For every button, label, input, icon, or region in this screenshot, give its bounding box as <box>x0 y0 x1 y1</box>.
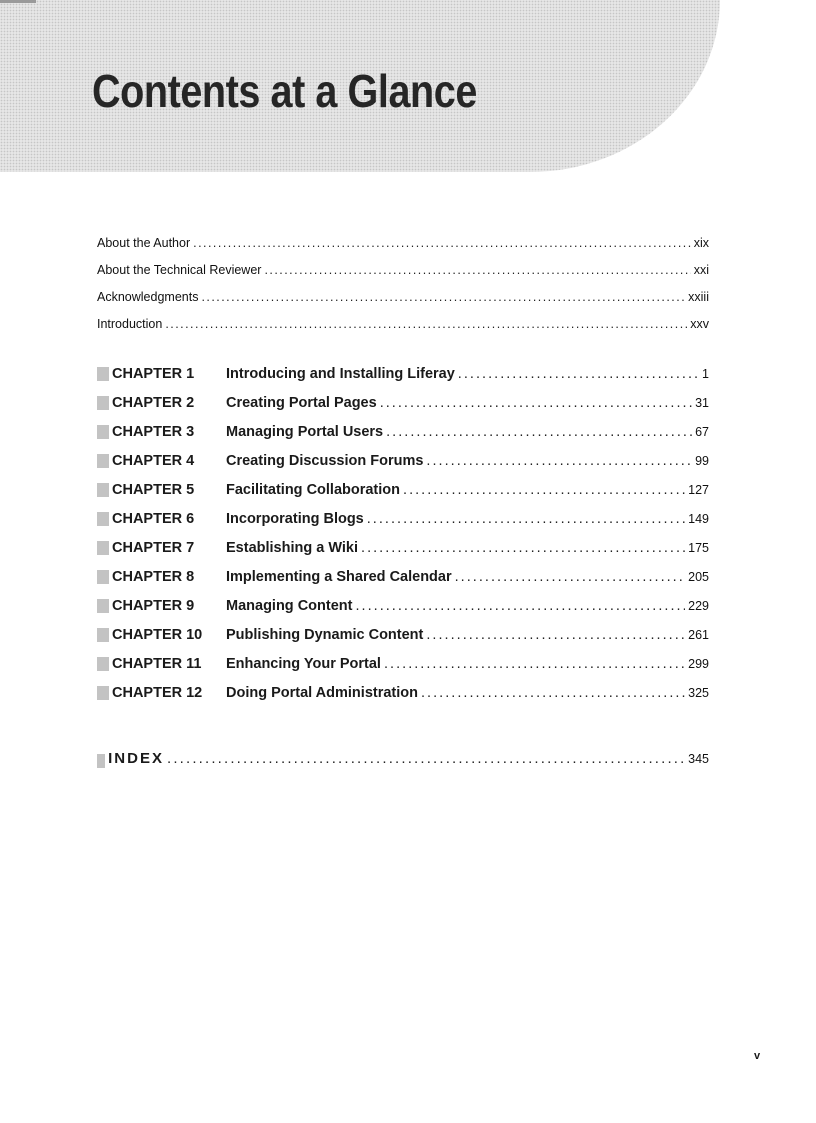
toc-index-entry[interactable] <box>97 750 709 772</box>
chapter-title: Implementing a Shared Calendar <box>226 569 452 585</box>
chapter-label: CHAPTER 12 <box>112 685 203 701</box>
chapter-badge <box>97 685 226 701</box>
chapter-title: Introducing and Installing Liferay <box>226 366 455 382</box>
dot-leader <box>426 453 692 469</box>
chapter-shade-marker <box>97 512 109 526</box>
toc-entry-about-reviewer[interactable] <box>97 263 709 281</box>
dot-leader <box>458 366 699 382</box>
chapter-badge <box>97 424 226 440</box>
dot-leader <box>421 685 685 701</box>
chapter-label: CHAPTER 8 <box>112 569 195 585</box>
page-folio: v <box>754 1050 761 1062</box>
chapter-badge <box>97 540 226 556</box>
toc-page-number: 1 <box>702 367 709 381</box>
chapter-title: Establishing a Wiki <box>226 540 359 556</box>
toc-page-number: 299 <box>688 657 709 671</box>
chapter-title: Managing Content <box>226 598 353 614</box>
dot-leader <box>167 750 685 767</box>
toc-chapter-4[interactable] <box>97 453 709 475</box>
toc-entry-introduction[interactable] <box>97 317 709 335</box>
chapter-title: Publishing Dynamic Content <box>226 627 424 643</box>
chapter-shade-marker <box>97 396 109 410</box>
toc-page-number: xix <box>693 236 709 250</box>
toc-chapter-1[interactable] <box>97 366 709 388</box>
toc-page-number: 127 <box>688 483 709 497</box>
toc-page-number: xxv <box>690 317 709 331</box>
toc-page-number: 205 <box>688 570 709 584</box>
chapter-shade-marker <box>97 657 109 671</box>
chapter-label: CHAPTER 3 <box>112 424 195 440</box>
chapter-title: Doing Portal Administration <box>226 685 418 701</box>
dot-leader <box>201 290 685 304</box>
dot-leader <box>403 482 685 498</box>
dot-leader <box>426 627 685 643</box>
toc-page-number: xxi <box>693 263 709 277</box>
chapter-label: CHAPTER 9 <box>112 598 195 614</box>
chapter-shade-marker <box>97 483 109 497</box>
chapter-shade-marker <box>97 541 109 555</box>
chapter-shade-marker <box>97 628 109 642</box>
page-title: Contents at a Glance <box>92 65 477 117</box>
chapter-title: Creating Portal Pages <box>226 395 377 411</box>
chapter-label: CHAPTER 4 <box>112 453 195 469</box>
dot-leader <box>165 317 687 331</box>
chapter-shade-marker <box>97 367 109 381</box>
chapter-label: CHAPTER 1 <box>112 366 195 382</box>
chapter-shade-marker <box>97 686 109 700</box>
corner-mark <box>0 0 36 3</box>
toc-page-number: 229 <box>688 599 709 613</box>
chapter-title: Creating Discussion Forums <box>226 453 424 469</box>
toc-page-number: 149 <box>688 512 709 526</box>
chapter-shade-marker <box>97 425 109 439</box>
dot-leader <box>193 236 691 250</box>
toc-entry-label: About the Author <box>97 236 191 250</box>
chapter-shade-marker <box>97 454 109 468</box>
chapter-badge <box>97 366 226 382</box>
chapter-shade-marker <box>97 570 109 584</box>
toc-chapter-8[interactable] <box>97 569 709 591</box>
dot-leader <box>264 263 690 277</box>
chapter-badge <box>97 511 226 527</box>
chapter-label: CHAPTER 10 <box>112 627 203 643</box>
dot-leader <box>380 395 692 411</box>
index-shade-marker <box>97 754 105 768</box>
chapter-badge <box>97 627 226 643</box>
chapter-badge <box>97 482 226 498</box>
dot-leader <box>355 598 685 614</box>
chapter-label: CHAPTER 6 <box>112 511 195 527</box>
chapter-label: CHAPTER 11 <box>112 656 202 672</box>
toc-entry-label: About the Technical Reviewer <box>97 263 262 277</box>
toc-page-number: 31 <box>695 396 709 410</box>
index-label: INDEX <box>108 750 164 767</box>
toc-chapter-12[interactable] <box>97 685 709 707</box>
toc-entry-about-author[interactable] <box>97 236 709 254</box>
chapter-badge <box>97 656 226 672</box>
toc-page-number: 261 <box>688 628 709 642</box>
toc-chapter-5[interactable] <box>97 482 709 504</box>
toc-entry-label: Introduction <box>97 317 163 331</box>
chapter-title: Facilitating Collaboration <box>226 482 401 498</box>
toc-page-number: xxiii <box>688 290 709 304</box>
toc-page-number: 325 <box>688 686 709 700</box>
chapter-badge <box>97 569 226 585</box>
chapter-label: CHAPTER 7 <box>112 540 195 556</box>
chapter-badge <box>97 598 226 614</box>
dot-leader <box>455 569 686 585</box>
chapter-badge <box>97 453 226 469</box>
chapter-title: Enhancing Your Portal <box>226 656 381 672</box>
chapter-title: Incorporating Blogs <box>226 511 364 527</box>
toc-chapter-6[interactable] <box>97 511 709 533</box>
dot-leader <box>367 511 685 527</box>
toc-page-number: 99 <box>695 454 709 468</box>
toc-page-number: 67 <box>695 425 709 439</box>
chapter-badge <box>97 395 226 411</box>
chapter-title: Managing Portal Users <box>226 424 384 440</box>
toc-entry-acknowledgments[interactable] <box>97 290 709 308</box>
toc-chapter-9[interactable] <box>97 598 709 620</box>
toc-page-number: 345 <box>688 752 709 766</box>
chapter-shade-marker <box>97 599 109 613</box>
chapter-label: CHAPTER 5 <box>112 482 195 498</box>
toc-chapter-3[interactable] <box>97 424 709 446</box>
toc-entry-label: Acknowledgments <box>97 290 199 304</box>
toc-chapter-10[interactable] <box>97 627 709 649</box>
dot-leader <box>361 540 685 556</box>
toc-page-number: 175 <box>688 541 709 555</box>
toc-chapter-2[interactable] <box>97 395 709 417</box>
dot-leader <box>384 656 685 672</box>
dot-leader <box>386 424 692 440</box>
chapter-label: CHAPTER 2 <box>112 395 195 411</box>
toc-chapter-11[interactable] <box>97 656 709 678</box>
toc-chapter-7[interactable] <box>97 540 709 562</box>
